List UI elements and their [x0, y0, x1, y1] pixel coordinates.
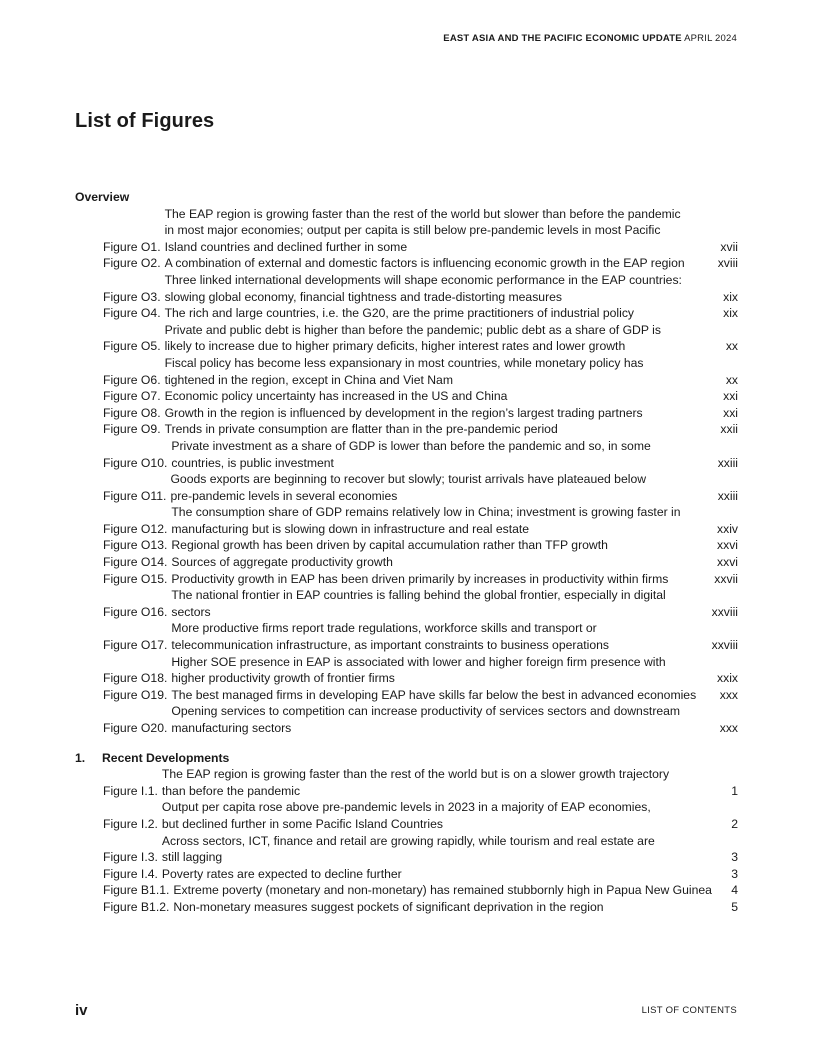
figure-description: [171, 571, 714, 588]
figure-page-number: xix: [723, 289, 738, 304]
figure-label: Figure O8.: [103, 405, 161, 420]
figure-description-line: The EAP region is growing faster than the rest of the world but slower than before the pandemic: [164, 206, 681, 221]
figure-page-number: 2: [731, 816, 738, 831]
figure-entry[interactable]: [103, 703, 738, 736]
page-title: List of Figures: [75, 110, 215, 132]
figure-page-number: 3: [731, 866, 738, 881]
figure-description-line: Extreme poverty (monetary and non-monetary) has remained stubbornly high in Papua New Guinea: [173, 883, 712, 898]
figure-label: Figure O5.: [103, 339, 161, 354]
figure-entry[interactable]: [103, 899, 738, 916]
figure-page-number: xix: [723, 306, 738, 321]
figure-entry[interactable]: [103, 687, 738, 704]
running-header-date: APRIL 2024: [684, 33, 737, 44]
figure-description: [165, 355, 726, 388]
figure-page-number: xvii: [720, 239, 738, 254]
figure-description: [162, 866, 731, 883]
figure-description: [171, 504, 717, 537]
running-header: [443, 33, 737, 44]
figure-entry[interactable]: [103, 305, 738, 322]
figure-page-number: xxi: [723, 389, 738, 404]
figure-label: Figure O10.: [103, 455, 168, 470]
figure-description-line: manufacturing sectors: [171, 721, 292, 735]
figure-entry[interactable]: [103, 421, 738, 438]
figure-description-line: Regional growth has been driven by capital accumulation rather than TFP growth: [171, 538, 608, 553]
figure-description-line: The rich and large countries, i.e. the G20, are the prime practitioners of industrial policy: [164, 306, 635, 321]
figure-entry[interactable]: [103, 504, 738, 537]
figure-page-number: xxiii: [717, 455, 738, 470]
figure-description: [162, 766, 731, 799]
figure-description-line: still lagging: [161, 850, 223, 865]
figure-page-number: xviii: [717, 256, 738, 271]
figure-description-line: The consumption share of GDP remains relatively low in China; investment is growing faster in: [171, 505, 681, 520]
figure-page-number: xxi: [723, 405, 738, 420]
figure-description-line: Goods exports are beginning to recover but slowly; tourist arrivals have plateaued below: [170, 472, 647, 487]
figure-description: [171, 554, 717, 571]
figure-label: Figure O11.: [103, 488, 167, 503]
figure-label: Figure O20.: [103, 721, 168, 735]
figure-description: [165, 322, 726, 355]
figure-description: [165, 405, 724, 422]
figure-label: Figure I.4.: [103, 866, 158, 881]
figure-description-line: Non-monetary measures suggest pockets of significant deprivation in the region: [173, 899, 604, 914]
figure-description-line: Economic policy uncertainty has increased in the US and China: [164, 389, 508, 404]
figure-page-number: 5: [731, 899, 738, 914]
figure-description: [165, 388, 724, 405]
figure-entry[interactable]: [103, 571, 738, 588]
figure-label: Figure I.1.: [103, 783, 158, 798]
figure-description-line: Three linked international developments will shape economic performance in the EAP countries:: [164, 272, 682, 287]
figure-description-line: Growth in the region is influenced by development in the region’s largest trading partners: [164, 405, 643, 420]
figure-description: [165, 305, 724, 322]
figure-entry[interactable]: [103, 405, 738, 422]
section-heading: [75, 750, 738, 767]
figure-page-number: xxii: [720, 422, 738, 437]
figure-label: Figure O17.: [103, 638, 168, 653]
figure-page-number: 4: [731, 883, 738, 898]
figure-entry[interactable]: [103, 799, 738, 832]
figure-page-number: xxx: [719, 687, 738, 702]
figure-description-line: higher productivity growth of frontier firms: [171, 671, 395, 686]
figure-entry[interactable]: [103, 255, 738, 272]
figure-description-line: in most major economies; output per capita is still below pre-pandemic levels in most Pacific: [164, 223, 661, 238]
figure-description-line: The best managed firms in developing EAP have skills far below the best in advanced economies: [171, 687, 697, 702]
figure-label: Figure O9.: [103, 422, 161, 437]
figure-page-number: xxix: [717, 671, 738, 686]
figure-page-number: 1: [731, 783, 738, 798]
figure-description-line: A combination of external and domestic factors is influencing economic growth in the EAP region: [164, 256, 685, 271]
figure-label: Figure I.2.: [103, 816, 158, 831]
figure-description: [171, 620, 711, 653]
figure-label: Figure O12.: [103, 521, 168, 536]
figure-entry[interactable]: [103, 833, 738, 866]
figure-description: [170, 471, 717, 504]
figure-label: Figure O15.: [103, 571, 168, 586]
figure-page-number: xx: [725, 372, 738, 387]
figure-label: Figure O18.: [103, 671, 168, 686]
figure-description-line: Private investment as a share of GDP is lower than before the pandemic and so, in some: [171, 438, 651, 453]
page-number: iv: [75, 1002, 88, 1019]
figure-label: Figure I.3.: [103, 850, 158, 865]
figure-description-line: slowing global economy, financial tightness and trade-distorting measures: [164, 289, 563, 304]
figure-description: [171, 654, 717, 687]
figure-label: Figure O6.: [103, 372, 161, 387]
figure-page-number: 3: [731, 850, 738, 865]
section-number: 1.: [75, 750, 86, 765]
figure-description: [173, 882, 731, 899]
figure-description-line: Higher SOE presence in EAP is associated with lower and higher foreign firm presence with: [171, 654, 666, 669]
figure-description: [171, 537, 717, 554]
figure-description-line: manufacturing but is slowing down in infrastructure and real estate: [171, 521, 530, 536]
figure-description: [162, 833, 731, 866]
figure-description-line: Island countries and declined further in some: [164, 239, 408, 254]
figure-description: [165, 421, 721, 438]
figure-entry[interactable]: [103, 554, 738, 571]
figure-page-number: xxiii: [717, 488, 738, 503]
figure-description-line: than before the pandemic: [161, 783, 301, 798]
figure-description-line: Trends in private consumption are flatter than in the pre-pandemic period: [164, 422, 558, 437]
figure-label: Figure O16.: [103, 604, 168, 619]
figure-label: Figure O1.: [103, 239, 161, 254]
figure-page-number: xxvii: [714, 571, 738, 586]
figure-label: Figure B1.2.: [103, 899, 170, 914]
figure-label: Figure O14.: [103, 555, 168, 570]
running-header-title: EAST ASIA AND THE PACIFIC ECONOMIC UPDATE: [443, 33, 682, 44]
figure-entry[interactable]: [103, 882, 738, 899]
figure-description-line: Private and public debt is higher than before the pandemic; public debt as a share of GDP is: [164, 322, 661, 337]
figure-description: [171, 438, 717, 471]
figure-description: [173, 899, 731, 916]
figure-description-line: pre-pandemic levels in several economies: [170, 488, 398, 503]
figure-description: [171, 587, 711, 620]
figure-description: [171, 703, 719, 736]
list-of-figures: [75, 189, 738, 916]
figure-description-line: likely to increase due to higher primary deficits, higher interest rates and lower growth: [164, 339, 626, 354]
figure-description-line: Output per capita rose above pre-pandemic levels in 2023 in a majority of EAP economies,: [161, 800, 651, 815]
figure-description: [165, 206, 721, 256]
figure-description: [162, 799, 731, 832]
figure-label: Figure O7.: [103, 389, 161, 404]
figure-page-number: xxviii: [711, 604, 738, 619]
figure-description: [165, 255, 718, 272]
running-footer: LIST OF CONTENTS: [641, 1005, 737, 1016]
figure-entry[interactable]: [103, 355, 738, 388]
figure-entry[interactable]: [103, 206, 738, 256]
figure-label: Figure O19.: [103, 687, 168, 702]
figure-description-line: More productive firms report trade regulations, workforce skills and transport or: [171, 621, 597, 636]
figure-description-line: telecommunication infrastructure, as important constraints to business operations: [171, 638, 609, 653]
figure-entry[interactable]: [103, 587, 738, 620]
figure-label: Figure O13.: [103, 538, 168, 553]
figure-description-line: The EAP region is growing faster than the rest of the world but is on a slower growth trajectory: [161, 767, 670, 782]
figure-label: Figure O2.: [103, 256, 161, 271]
figure-description-line: Opening services to competition can increase productivity of services sectors and downstream: [171, 704, 681, 719]
figure-description-line: Fiscal policy has become less expansionary in most countries, while monetary policy has: [164, 355, 644, 370]
figure-page-number: xx: [725, 339, 738, 354]
figure-description-line: Across sectors, ICT, finance and retail are growing rapidly, while tourism and real estate are: [161, 833, 655, 848]
figure-description-line: sectors: [171, 604, 211, 619]
figure-entry[interactable]: [103, 537, 738, 554]
figure-entry[interactable]: [103, 322, 738, 355]
figure-description-line: tightened in the region, except in China and Viet Nam: [164, 372, 453, 387]
figure-label: Figure O4.: [103, 306, 161, 321]
section-title: Overview: [75, 190, 130, 204]
figure-description-line: Poverty rates are expected to decline further: [161, 866, 402, 881]
figure-description-line: Productivity growth in EAP has been driven primarily by increases in productivity within firms: [171, 571, 669, 586]
section-title: Recent Developments: [102, 750, 230, 765]
figure-page-number: xxvi: [717, 538, 738, 553]
figure-page-number: xxx: [719, 721, 738, 735]
figure-entry[interactable]: [103, 388, 738, 405]
figure-description: [171, 687, 719, 704]
figure-entry[interactable]: [103, 766, 738, 799]
section-heading: [75, 189, 738, 206]
figure-entry[interactable]: [103, 866, 738, 883]
figure-description-line: The national frontier in EAP countries is falling behind the global frontier, especially in digital: [171, 588, 666, 603]
figure-entry[interactable]: [103, 438, 738, 471]
figure-entry[interactable]: [103, 272, 738, 305]
figure-page-number: xxvi: [717, 555, 738, 570]
figure-description: [165, 272, 724, 305]
figure-description-line: but declined further in some Pacific Island Countries: [161, 816, 444, 831]
figure-entry[interactable]: [103, 620, 738, 653]
figure-description-line: countries, is public investment: [171, 455, 334, 470]
figure-label: Figure B1.1.: [103, 883, 170, 898]
figure-label: Figure O3.: [103, 289, 161, 304]
figure-entry[interactable]: [103, 471, 738, 504]
figure-entry[interactable]: [103, 654, 738, 687]
figure-description-line: Sources of aggregate productivity growth: [171, 555, 393, 570]
figure-page-number: xxiv: [717, 521, 738, 536]
figure-page-number: xxviii: [711, 638, 738, 653]
